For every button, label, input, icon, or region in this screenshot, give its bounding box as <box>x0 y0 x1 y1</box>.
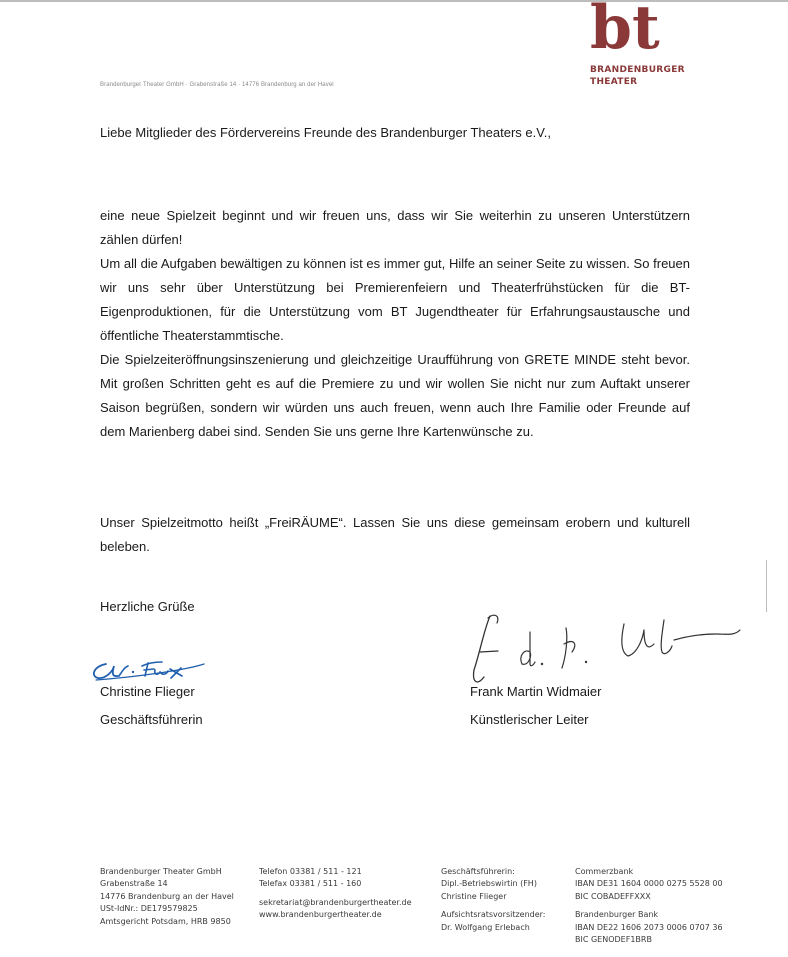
closing-greeting: Herzliche Grüße <box>100 599 195 614</box>
logo-mark-text: bt <box>590 2 660 52</box>
footer-line: Grabenstraße 14 <box>100 879 168 889</box>
footer-line: Dr. Wolfgang Erlebach <box>441 922 530 932</box>
footer-line: 14776 Brandenburg an der Havel <box>100 891 234 901</box>
footer-line: Commerzbank <box>575 867 634 876</box>
paragraph-sentence: Um all die Aufgaben bewältigen zu können ist es immer gut, Hilfe an seiner Seite zu wissen. So freuen wir uns sehr über Unterstützung bei Premierenfeiern und Theaterfrühstücken für die BT-Eigenproduktionen, für die Unterstützung vom BT Jugendtheater für Erfahrungsaustausche und öffentliche Theaterstammtische. <box>100 256 690 343</box>
signer-title: Geschäftsführerin <box>100 712 203 727</box>
footer-website: www.brandenburgertheater.de <box>259 910 382 920</box>
logo-line-2: THEATER <box>590 77 638 87</box>
paragraph-sentence: Die Spielzeiteröffnungsinszenierung und gleichzeitige Uraufführung von GRETE MINDE steht bevor. Mit großen Schritten geht es auf die Premiere zu und wir wollen Sie nicht nur zum Auftakt unserer Saison begrüßen, sondern wir würden uns auch freuen, wenn auch Ihre Familie oder Freunde auf dem Marienberg dabei sind. Senden Sie uns gerne Ihre Kartenwünsche zu. <box>100 352 690 439</box>
footer-line: Christine Flieger <box>441 891 507 901</box>
paragraph-sentence: eine neue Spielzeit beginnt und wir freuen uns, dass wir Sie weiterhin zu unseren Unterstützern zählen dürfen! <box>100 208 690 247</box>
signer-left <box>100 678 203 734</box>
footer-bank-info <box>575 866 723 946</box>
footer-line: BIC COBADEFFXXX <box>575 891 651 901</box>
signer-name: Frank Martin Widmaier <box>470 684 602 699</box>
footer-line: Aufsichtsratsvorsitzender: <box>441 910 546 920</box>
footer-line: Brandenburger Theater GmbH <box>100 867 222 876</box>
footer-fax: Telefax 03381 / 511 - 160 <box>259 879 362 889</box>
footer-line: USt-IdNr.: DE179579825 <box>100 904 198 914</box>
letter-paragraph-2 <box>100 511 690 559</box>
signer-right <box>470 678 601 734</box>
letter-paragraph-1 <box>100 204 690 444</box>
signer-title: Künstlerischer Leiter <box>470 712 589 727</box>
margin-rule <box>766 560 767 612</box>
bt-logo-mark <box>590 2 668 52</box>
theater-logo <box>590 2 685 88</box>
footer-phone: Telefon 03381 / 511 - 121 <box>259 867 362 876</box>
footer-management-info <box>441 866 546 934</box>
logo-line-1: BRANDENBURGER <box>590 65 685 75</box>
footer-line: Amtsgericht Potsdam, HRB 9850 <box>100 916 231 926</box>
sender-address-line: Brandenburger Theater GmbH · Grabenstraße 14 · 14776 Brandenburg an der Havel <box>100 82 334 88</box>
salutation: Liebe Mitglieder des Fördervereins Freunde des Brandenburger Theaters e.V., <box>100 125 551 140</box>
signer-name: Christine Flieger <box>100 684 195 699</box>
footer-email: sekretariat@brandenburgertheater.de <box>259 897 412 907</box>
footer-line: Geschäftsführerin: <box>441 867 515 876</box>
footer-line: Brandenburger Bank <box>575 910 659 920</box>
footer-line: Dipl.-Betriebswirtin (FH) <box>441 879 537 889</box>
footer-line: IBAN DE31 1604 0000 0275 5528 00 <box>575 879 723 889</box>
motto-paragraph: Unser Spielzeitmotto heißt „FreiRÄUME“. Lassen Sie uns diese gemeinsam erobern und kulturell beleben. <box>100 515 690 554</box>
footer-contact-info <box>259 866 412 922</box>
footer-line: IBAN DE22 1606 2073 0006 0707 36 <box>575 922 723 932</box>
footer-line: BIC GENODEF1BRB <box>575 935 652 945</box>
footer-company-info <box>100 866 234 928</box>
